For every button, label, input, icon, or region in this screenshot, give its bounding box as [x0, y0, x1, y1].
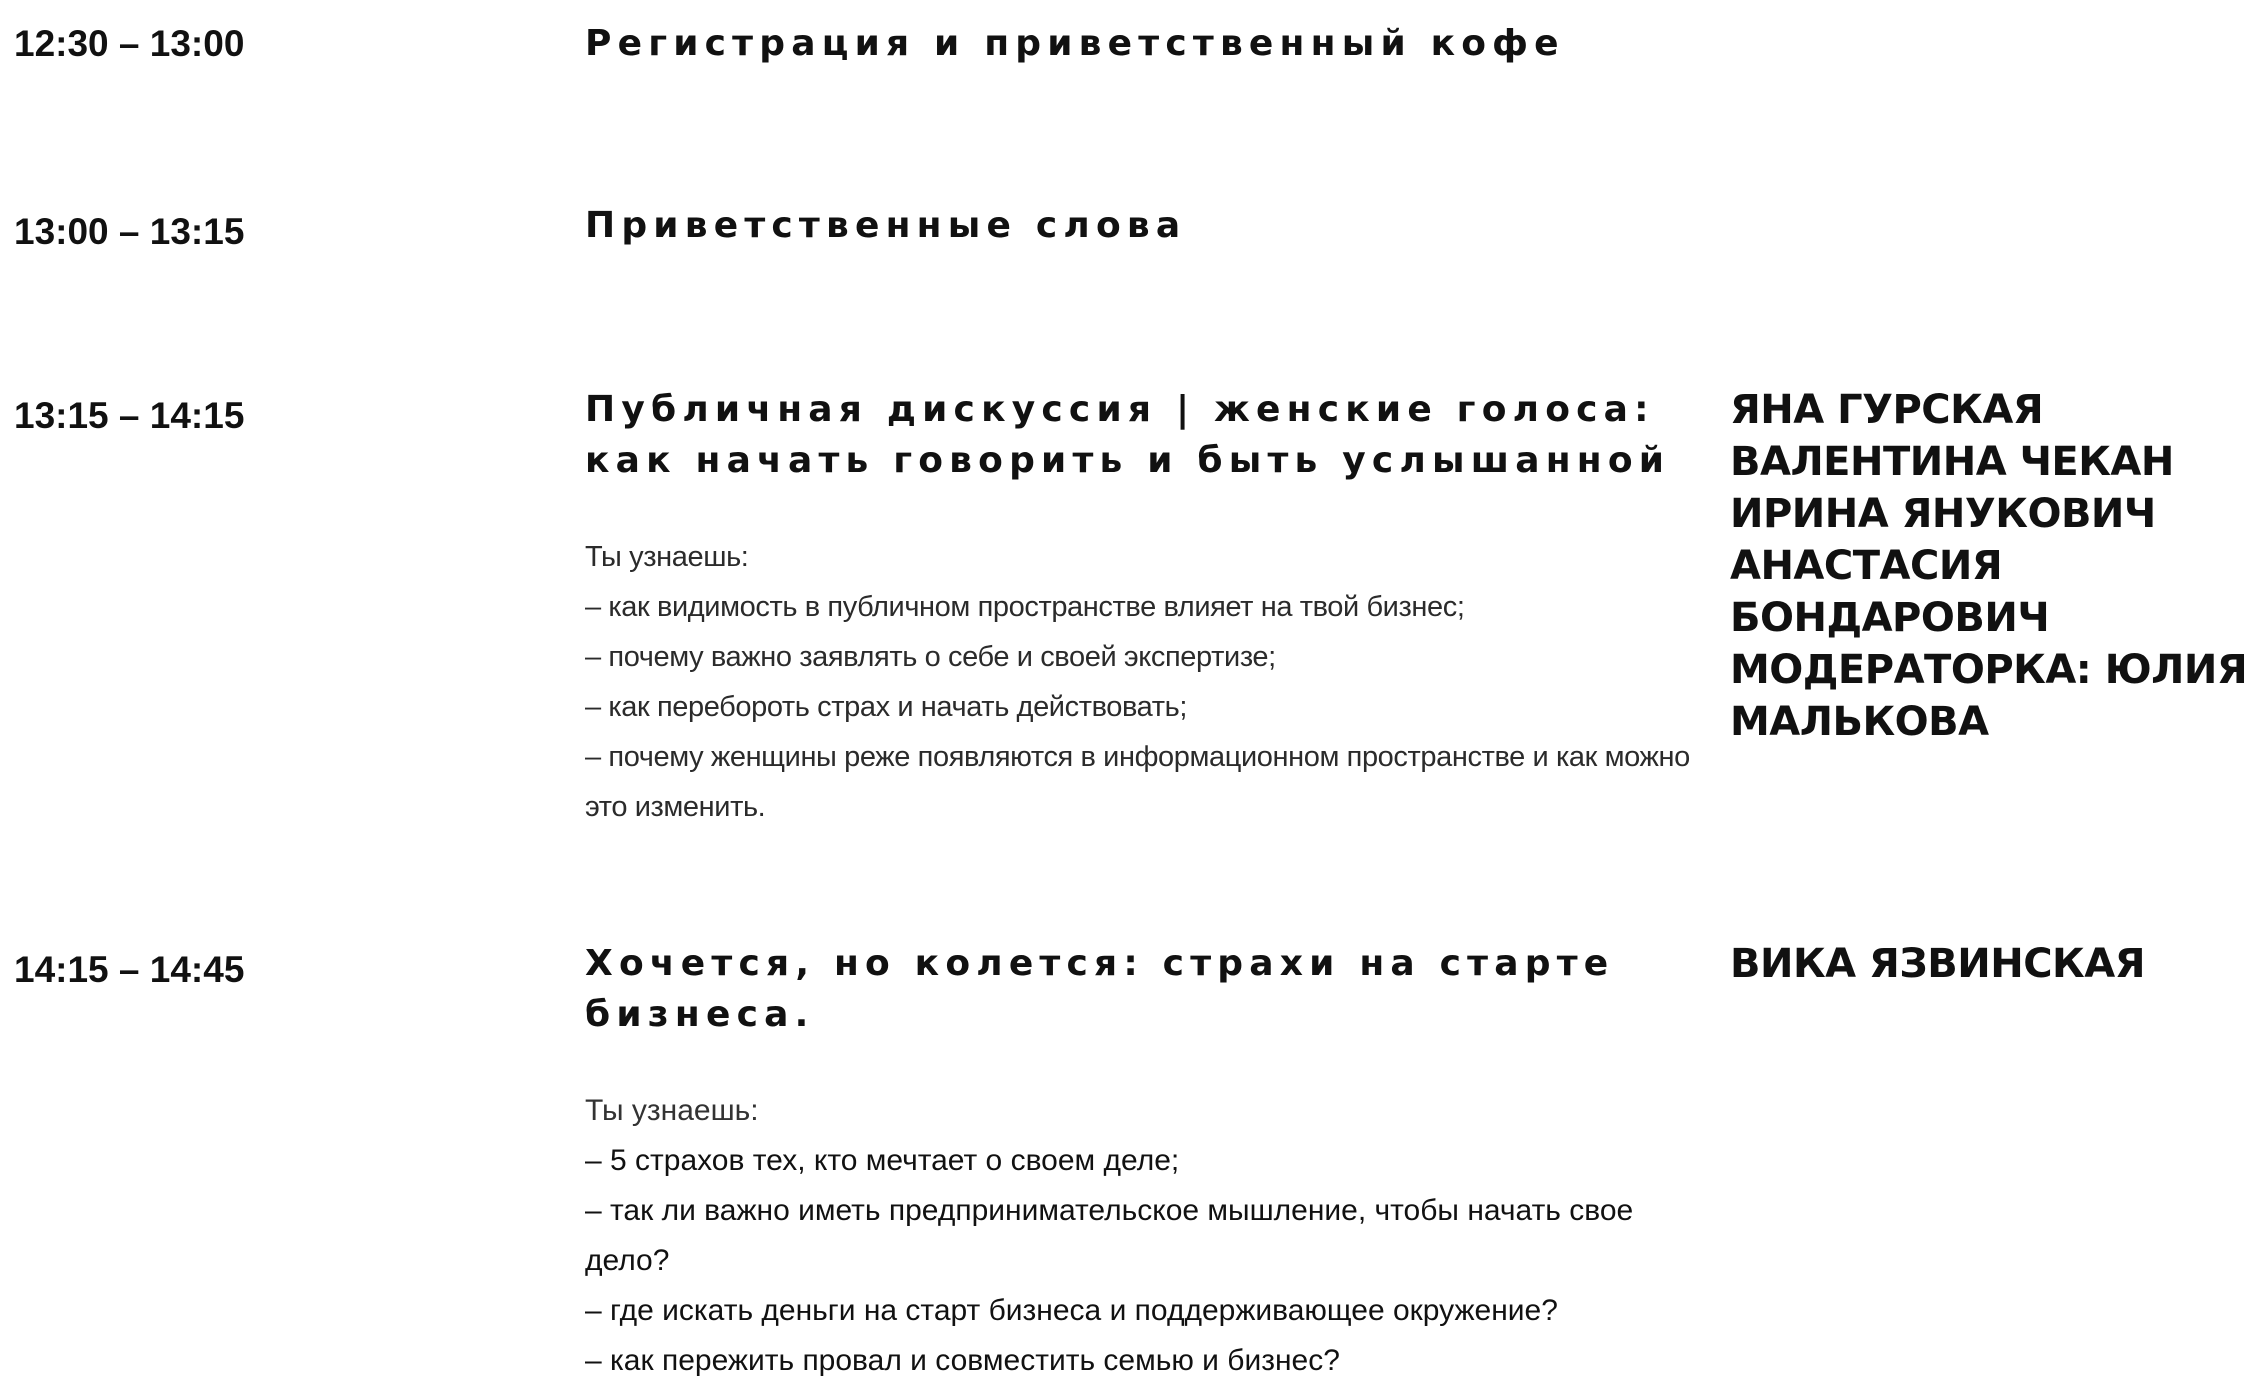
session-time: 12:30 – 13:00	[14, 23, 245, 64]
session-details	[585, 532, 1695, 832]
details-point: – как перебороть страх и начать действовать;	[585, 691, 1188, 723]
session-time: 13:00 – 13:15	[14, 211, 245, 252]
session-content	[585, 384, 1695, 832]
details-point: – 5 страхов тех, кто мечтает о своем деле;	[585, 1144, 1180, 1177]
speaker-list	[1730, 384, 2260, 748]
details-point: – как видимость в публичном пространстве влияет на твой бизнес;	[585, 591, 1465, 623]
speaker-name: ИРИНА ЯНУКОВИЧ	[1730, 491, 2156, 537]
speaker-name: ВАЛЕНТИНА ЧЕКАН	[1730, 439, 2174, 485]
details-point: – где искать деньги на старт бизнеса и поддерживающее окружение?	[585, 1294, 1558, 1327]
details-intro: Ты узнаешь:	[585, 541, 749, 573]
session-title: Хочется, но колется: страхи на старте бизнеса.	[585, 943, 1615, 1035]
details-intro: Ты узнаешь:	[585, 1094, 759, 1127]
speaker-list	[1730, 938, 2260, 990]
session-title: Приветственные слова	[585, 205, 1187, 246]
session-details	[585, 1086, 1695, 1386]
session-time: 14:15 – 14:45	[14, 949, 245, 990]
session-content	[585, 938, 1695, 1386]
session-title: Публичная дискуссия | женские голоса: как начать говорить и быть услышанной	[585, 389, 1671, 481]
details-point: – почему важно заявлять о себе и своей экспертизе;	[585, 641, 1276, 673]
speaker-name: МОДЕРАТОРКА: ЮЛИЯ МАЛЬКОВА	[1730, 647, 2248, 745]
speaker-name: ВИКА ЯЗВИНСКАЯ	[1730, 941, 2146, 987]
session-content	[585, 18, 1695, 69]
details-point: – почему женщины реже появляются в информационном пространстве и как можно это изменить.	[585, 741, 1690, 823]
session-time: 13:15 – 14:15	[14, 395, 245, 436]
details-point: – так ли важно иметь предпринимательское мышление, чтобы начать свое дело?	[585, 1194, 1634, 1277]
session-content	[585, 200, 1695, 251]
session-title: Регистрация и приветственный кофе	[585, 23, 1565, 64]
speaker-name: ЯНА ГУРСКАЯ	[1730, 387, 2044, 433]
speaker-name: АНАСТАСИЯ БОНДАРОВИЧ	[1730, 543, 2050, 641]
details-point: – как пережить провал и совместить семью и бизнес?	[585, 1344, 1340, 1377]
